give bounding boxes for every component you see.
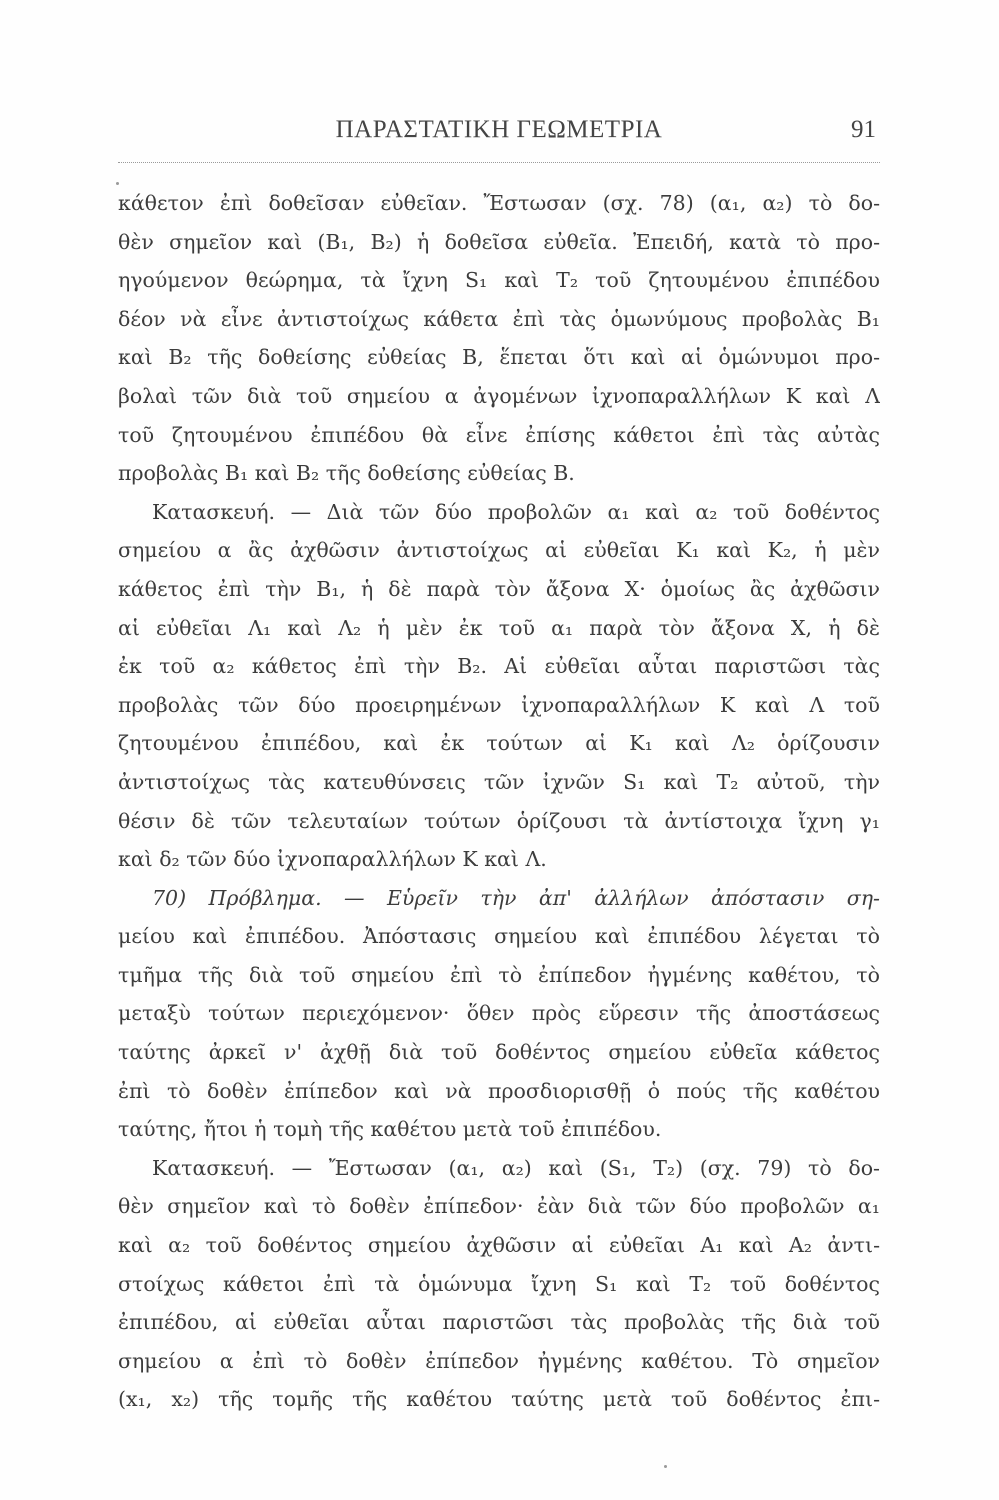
text-line: μείου καὶ ἐπιπέδου. Ἀπόστασις σημείου καὶ ἐπιπέδου λέγεται τὸ bbox=[118, 924, 880, 949]
text-line: καὶ δ₂ τῶν δύο ἰχνοπαραλλήλων K καὶ Λ. bbox=[118, 847, 547, 872]
text-line: κάθετον ἐπὶ δοθεῖσαν εὐθεῖαν. Ἔστωσαν (σχ. 78) (α₁, α₂) τὸ δο- bbox=[118, 191, 880, 215]
text-line: ἐπὶ τὸ δοθὲν ἐπίπεδον καὶ νὰ προσδιορισθῇ ὁ πούς τῆς καθέτου bbox=[118, 1078, 880, 1103]
page-number: 91 bbox=[851, 116, 876, 143]
text-line: ζητουμένου ἐπιπέδου, καὶ ἐκ τούτων αἱ K₁ καὶ Λ₂ ὁρίζουσιν bbox=[118, 731, 880, 756]
text-line: βολαὶ τῶν διὰ τοῦ σημείου α ἀγομένων ἰχνοπαραλλήλων K καὶ Λ bbox=[118, 383, 880, 408]
problem-heading-line: 70) Πρόβλημα. — Εὑρεῖν τὴν ἀπ' ἀλλήλων ἀπόστασιν ση- bbox=[152, 885, 880, 910]
text-line: κάθετος ἐπὶ τὴν B₁, ἡ δὲ παρὰ τὸν ἄξονα X· ὁμοίως ἂς ἀχθῶσιν bbox=[118, 576, 880, 601]
text-line: αἱ εὐθεῖαι Λ₁ καὶ Λ₂ ἡ μὲν ἐκ τοῦ α₁ παρὰ τὸν ἄξονα X, ἡ δὲ bbox=[118, 615, 880, 640]
text-line: ἐπιπέδου, αἱ εὐθεῖαι αὗται παριστῶσι τὰς προβολὰς τῆς διὰ τοῦ bbox=[118, 1310, 880, 1335]
text-line: δέον νὰ εἶνε ἀντιστοίχως κάθετα ἐπὶ τὰς ὁμωνύμους προβολὰς B₁ bbox=[118, 306, 880, 331]
construction-heading-line: Κατασκευή. — Διὰ τῶν δύο προβολῶν α₁ καὶ α₂ τοῦ δοθέντος bbox=[152, 499, 880, 524]
body-text bbox=[118, 184, 880, 1419]
text-line: ταύτης ἀρκεῖ ν' ἀχθῇ διὰ τοῦ δοθέντος σημείου εὐθεῖα κάθετος bbox=[118, 1040, 880, 1065]
running-title: ΠΑΡΑΣΤΑΤΙΚΗ ΓΕΩΜΕΤΡΙΑ bbox=[335, 116, 663, 143]
text-line: σημείου α ἂς ἀχθῶσιν ἀντιστοίχως αἱ εὐθεῖαι K₁ καὶ K₂, ἡ μὲν bbox=[118, 538, 880, 563]
text-line: ταύτης, ἤτοι ἡ τομὴ τῆς καθέτου μετὰ τοῦ ἐπιπέδου. bbox=[118, 1117, 662, 1142]
text-line: σημείου α ἐπὶ τὸ δοθὲν ἐπίπεδον ἠγμένης καθέτου. Τὸ σημεῖον bbox=[118, 1348, 880, 1373]
text-line: θὲν σημεῖον καὶ τὸ δοθὲν ἐπίπεδον· ἐὰν διὰ τῶν δύο προβολῶν α₁ bbox=[118, 1194, 880, 1219]
print-speck bbox=[116, 182, 119, 185]
construction-heading-line: Κατασκευή. — Ἔστωσαν (α₁, α₂) καὶ (S₁, T₂) (σχ. 79) τὸ δο- bbox=[152, 1155, 880, 1180]
text-line: ἐκ τοῦ α₂ κάθετος ἐπὶ τὴν B₂. Αἱ εὐθεῖαι αὗται παριστῶσι τὰς bbox=[118, 654, 880, 679]
text-line: προβολὰς B₁ καὶ B₂ τῆς δοθείσης εὐθείας B. bbox=[118, 461, 575, 486]
text-line: στοίχως κάθετοι ἐπὶ τὰ ὁμώνυμα ἴχνη S₁ καὶ T₂ τοῦ δοθέντος bbox=[118, 1271, 880, 1296]
text-line: (x₁, x₂) τῆς τομῆς τῆς καθέτου ταύτης μετὰ τοῦ δοθέντος ἐπι- bbox=[118, 1387, 880, 1412]
text-line: τμῆμα τῆς διὰ τοῦ σημείου ἐπὶ τὸ ἐπίπεδον ἠγμένης καθέτου, τὸ bbox=[118, 962, 880, 987]
header-rule bbox=[118, 162, 880, 163]
text-line: θέσιν δὲ τῶν τελευταίων τούτων ὁρίζουσι τὰ ἀντίστοιχα ἴχνη γ₁ bbox=[118, 808, 880, 833]
text-line: μεταξὺ τούτων περιεχόμενον· ὅθεν πρὸς εὕρεσιν τῆς ἀποστάσεως bbox=[118, 1001, 880, 1026]
text-line: καὶ α₂ τοῦ δοθέντος σημείου ἀχθῶσιν αἱ εὐθεῖαι A₁ καὶ A₂ ἀντι- bbox=[118, 1233, 880, 1258]
text-line: ηγούμενον θεώρημα, τὰ ἴχνη S₁ καὶ T₂ τοῦ ζητουμένου ἐπιπέδου bbox=[118, 268, 880, 293]
text-line: καὶ B₂ τῆς δοθείσης εὐθείας B, ἕπεται ὅτι καὶ αἱ ὁμώνυμοι προ- bbox=[118, 345, 880, 370]
text-line: τοῦ ζητουμένου ἐπιπέδου θὰ εἶνε ἐπίσης κάθετοι ἐπὶ τὰς αὐτὰς bbox=[118, 422, 880, 447]
running-head bbox=[118, 116, 880, 156]
text-line: θὲν σημεῖον καὶ (B₁, B₂) ἡ δοθεῖσα εὐθεῖα. Ἐπειδή, κατὰ τὸ προ- bbox=[118, 229, 880, 254]
print-speck bbox=[664, 1465, 667, 1468]
text-line: προβολὰς τῶν δύο προειρημένων ἰχνοπαραλλήλων K καὶ Λ τοῦ bbox=[118, 692, 880, 717]
text-line: ἀντιστοίχως τὰς κατευθύνσεις τῶν ἰχνῶν S₁ καὶ T₂ αὐτοῦ, τὴν bbox=[118, 769, 880, 794]
